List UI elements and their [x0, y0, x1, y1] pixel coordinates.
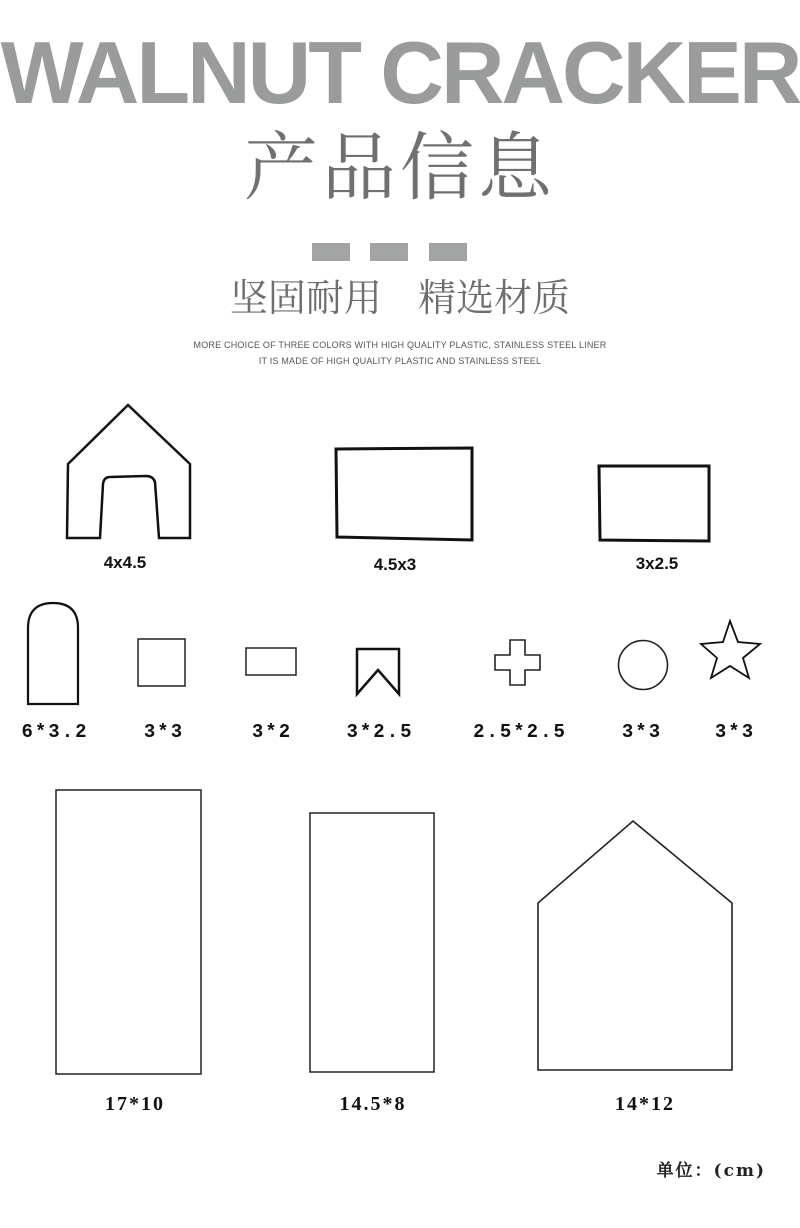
- rectangle-shape: [596, 463, 714, 545]
- shape-size-label: 14*12: [615, 1093, 675, 1115]
- shape-size-label: 3*3: [143, 721, 185, 743]
- decorative-bars: [312, 243, 468, 261]
- description-line-2: IT IS MADE OF HIGH QUALITY PLASTIC AND STAINLESS STEEL: [258, 356, 542, 366]
- arch-shape: [25, 600, 81, 708]
- star-shape: [699, 618, 763, 680]
- circle-shape: [616, 638, 670, 692]
- unit-label: 单位：(cm): [656, 1161, 766, 1181]
- shape-size-label: 3*2.5: [346, 721, 414, 743]
- divider-bar: [370, 243, 408, 261]
- house-shape: [535, 818, 737, 1075]
- square-shape: [136, 637, 188, 689]
- narrow-rectangle-shape: [308, 811, 438, 1076]
- shape-size-label: 3x2.5: [635, 554, 679, 573]
- shape-size-label: 4x4.5: [103, 553, 147, 572]
- small-rectangle-shape: [244, 646, 300, 678]
- description-line-1: MORE CHOICE OF THREE COLORS WITH HIGH QUALITY PLASTIC, STAINLESS STEEL LINER: [193, 340, 607, 350]
- tagline: 坚固耐用 精选材质: [229, 276, 571, 320]
- shape-size-label: 2.5*2.5: [473, 721, 567, 743]
- shape-size-label: 3*3: [714, 721, 756, 743]
- divider-bar: [429, 243, 467, 261]
- page-title: WALNUT CRACKER: [0, 23, 800, 122]
- shape-size-label: 3*2: [251, 721, 293, 743]
- shape-size-label: 3*3: [621, 721, 663, 743]
- page-subtitle: 产品信息: [244, 125, 556, 211]
- shape-size-label: 6*3.2: [21, 721, 89, 743]
- cross-shape: [492, 637, 544, 689]
- large-rectangle-shape: [333, 446, 478, 546]
- shape-size-label: 17*10: [105, 1093, 165, 1115]
- shape-size-label: 14.5*8: [339, 1093, 407, 1115]
- banner-shape: [354, 646, 404, 698]
- divider-bar: [312, 243, 350, 261]
- house-arch-shape: [60, 400, 200, 545]
- tall-rectangle-shape: [54, 788, 204, 1078]
- shape-size-label: 4.5x3: [373, 555, 417, 574]
